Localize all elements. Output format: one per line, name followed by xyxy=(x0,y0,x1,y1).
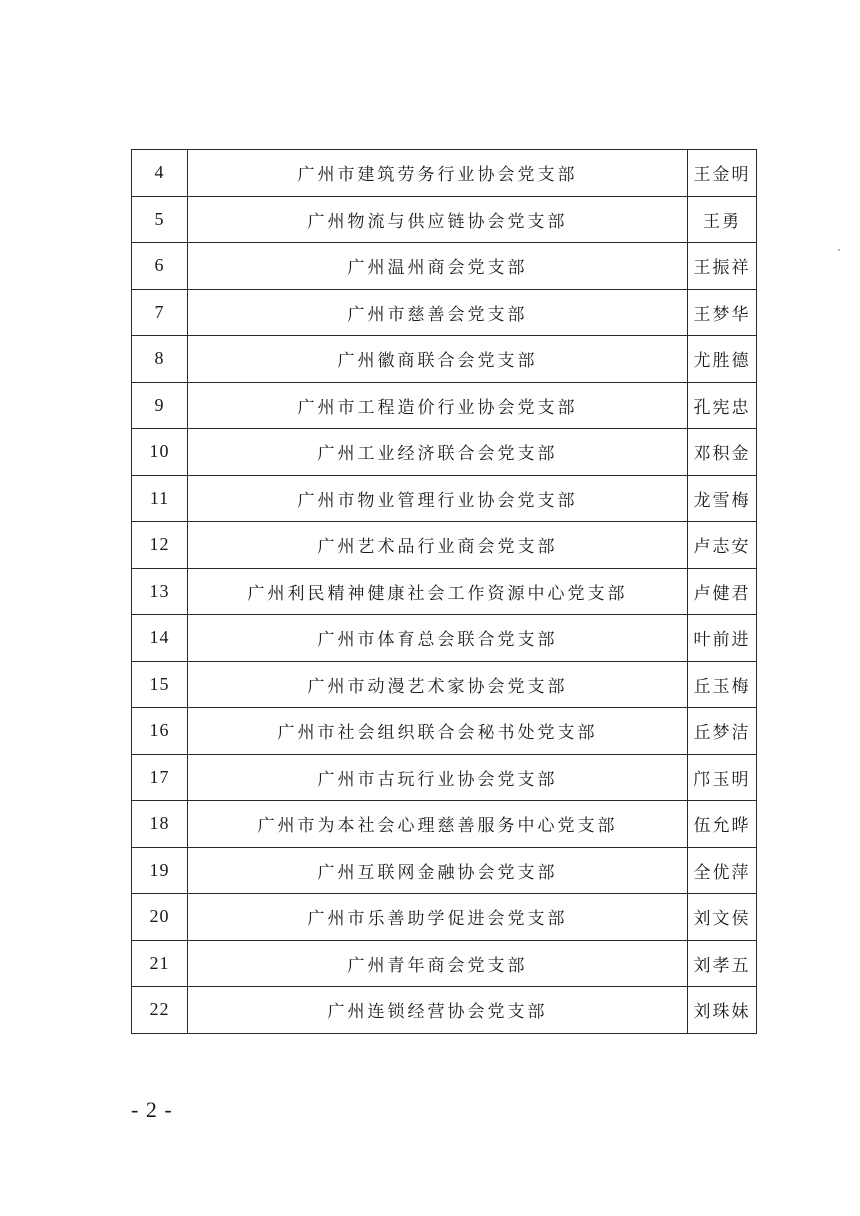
table-row xyxy=(132,754,757,801)
table-row xyxy=(132,987,757,1034)
table-row xyxy=(132,382,757,429)
organization-cell: 广州市社会组织联合会秘书处党支部 xyxy=(188,708,688,755)
row-number-cell: 9 xyxy=(132,382,188,429)
organization-cell: 广州利民精神健康社会工作资源中心党支部 xyxy=(188,568,688,615)
organization-cell: 广州物流与供应链协会党支部 xyxy=(188,196,688,243)
secretary-name-cell: 伍允晔 xyxy=(688,801,757,848)
secretary-name-cell: 全优萍 xyxy=(688,847,757,894)
secretary-name-cell: 王金明 xyxy=(688,150,757,197)
row-number-cell: 6 xyxy=(132,243,188,290)
row-number-cell: 19 xyxy=(132,847,188,894)
table-row xyxy=(132,429,757,476)
organization-cell: 广州市动漫艺术家协会党支部 xyxy=(188,661,688,708)
organization-cell: 广州市乐善助学促进会党支部 xyxy=(188,894,688,941)
party-branch-table xyxy=(131,149,757,1034)
organization-cell: 广州市慈善会党支部 xyxy=(188,289,688,336)
row-number-cell: 17 xyxy=(132,754,188,801)
organization-cell: 广州市为本社会心理慈善服务中心党支部 xyxy=(188,801,688,848)
table-row xyxy=(132,708,757,755)
secretary-name-cell: 王梦华 xyxy=(688,289,757,336)
organization-cell: 广州市工程造价行业协会党支部 xyxy=(188,382,688,429)
row-number-cell: 5 xyxy=(132,196,188,243)
table-row xyxy=(132,801,757,848)
row-number-cell: 16 xyxy=(132,708,188,755)
row-number-cell: 10 xyxy=(132,429,188,476)
scan-speck xyxy=(838,249,840,251)
row-number-cell: 4 xyxy=(132,150,188,197)
table-row xyxy=(132,661,757,708)
table-row xyxy=(132,289,757,336)
row-number-cell: 14 xyxy=(132,615,188,662)
table-row xyxy=(132,196,757,243)
organization-cell: 广州工业经济联合会党支部 xyxy=(188,429,688,476)
row-number-cell: 21 xyxy=(132,940,188,987)
table-row xyxy=(132,475,757,522)
secretary-name-cell: 卢志安 xyxy=(688,522,757,569)
organization-cell: 广州温州商会党支部 xyxy=(188,243,688,290)
row-number-cell: 12 xyxy=(132,522,188,569)
row-number-cell: 7 xyxy=(132,289,188,336)
row-number-cell: 8 xyxy=(132,336,188,383)
organization-cell: 广州互联网金融协会党支部 xyxy=(188,847,688,894)
secretary-name-cell: 邝玉明 xyxy=(688,754,757,801)
table-row xyxy=(132,847,757,894)
secretary-name-cell: 刘文侯 xyxy=(688,894,757,941)
secretary-name-cell: 邓积金 xyxy=(688,429,757,476)
secretary-name-cell: 王振祥 xyxy=(688,243,757,290)
row-number-cell: 20 xyxy=(132,894,188,941)
table-row xyxy=(132,568,757,615)
row-number-cell: 18 xyxy=(132,801,188,848)
secretary-name-cell: 刘珠妹 xyxy=(688,987,757,1034)
organization-cell: 广州连锁经营协会党支部 xyxy=(188,987,688,1034)
row-number-cell: 13 xyxy=(132,568,188,615)
secretary-name-cell: 龙雪梅 xyxy=(688,475,757,522)
organization-cell: 广州徽商联合会党支部 xyxy=(188,336,688,383)
secretary-name-cell: 叶前进 xyxy=(688,615,757,662)
table-row xyxy=(132,522,757,569)
secretary-name-cell: 丘梦洁 xyxy=(688,708,757,755)
page-number: - 2 - xyxy=(131,1097,173,1122)
table-row xyxy=(132,894,757,941)
table-body xyxy=(132,150,757,1034)
table-row xyxy=(132,336,757,383)
row-number-cell: 11 xyxy=(132,475,188,522)
row-number-cell: 22 xyxy=(132,987,188,1034)
secretary-name-cell: 王勇 xyxy=(688,196,757,243)
table-row xyxy=(132,243,757,290)
secretary-name-cell: 丘玉梅 xyxy=(688,661,757,708)
secretary-name-cell: 孔宪忠 xyxy=(688,382,757,429)
table-row xyxy=(132,615,757,662)
organization-cell: 广州市建筑劳务行业协会党支部 xyxy=(188,150,688,197)
organization-cell: 广州市古玩行业协会党支部 xyxy=(188,754,688,801)
organization-cell: 广州艺术品行业商会党支部 xyxy=(188,522,688,569)
organization-cell: 广州市物业管理行业协会党支部 xyxy=(188,475,688,522)
secretary-name-cell: 卢健君 xyxy=(688,568,757,615)
secretary-name-cell: 尤胜德 xyxy=(688,336,757,383)
organization-cell: 广州市体育总会联合党支部 xyxy=(188,615,688,662)
secretary-name-cell: 刘孝五 xyxy=(688,940,757,987)
table-row xyxy=(132,150,757,197)
row-number-cell: 15 xyxy=(132,661,188,708)
table-row xyxy=(132,940,757,987)
organization-cell: 广州青年商会党支部 xyxy=(188,940,688,987)
